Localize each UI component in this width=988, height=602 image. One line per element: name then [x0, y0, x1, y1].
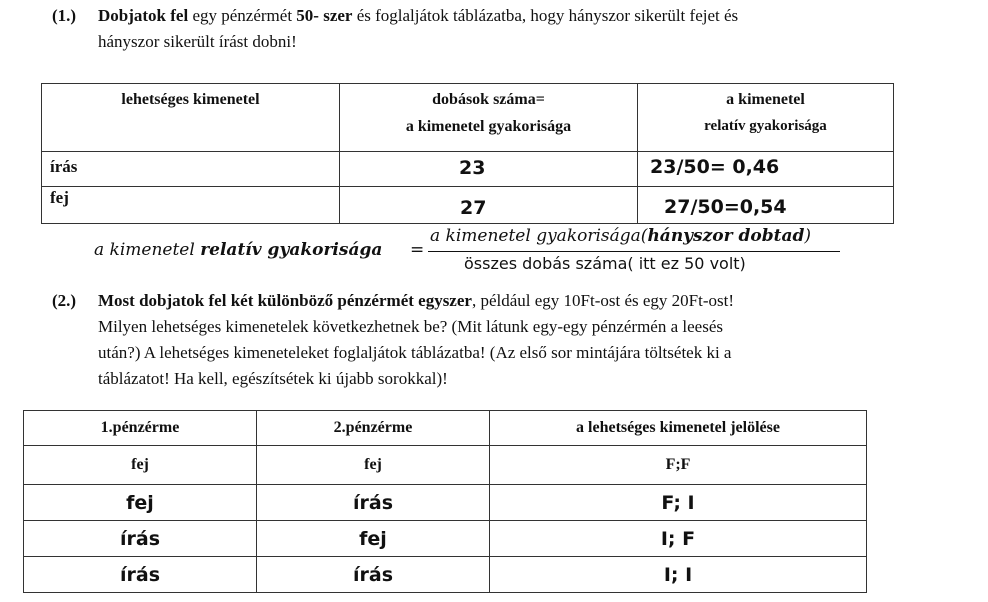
header-relative-frequency: a kimenetel relatív gyakorisága	[638, 84, 894, 152]
task1-count-bold: 50- szer	[296, 6, 353, 25]
task2-line1	[52, 288, 882, 314]
table-header-row	[42, 84, 894, 152]
coin1-cell: írás	[24, 557, 257, 593]
header-coin2: 2.pénzérme	[257, 411, 490, 446]
task2-line3: után?) A lehetséges kimeneteleket foglaljátok táblázatba! (Az első sor mintájára töltsétek ki a	[98, 343, 732, 362]
header-outcome: lehetséges kimenetel	[42, 84, 340, 152]
coin1-cell: írás	[24, 521, 257, 557]
task2-bold-instruction: Most dobjatok fel két különböző pénzérmét egyszer	[98, 291, 472, 310]
frequency-table	[41, 83, 894, 224]
two-coin-table	[23, 410, 867, 593]
task1-number: (1.)	[52, 6, 77, 25]
table-row	[42, 152, 894, 186]
task2-text: , például egy 10Ft-ost és egy 20Ft-ost!	[471, 291, 735, 310]
coin2-cell: írás	[257, 557, 490, 593]
relative-cell: 23/50= 0,46	[638, 152, 894, 186]
header-coin1: 1.pénzérme	[24, 411, 257, 446]
fraction-line	[428, 251, 840, 252]
coin1-cell: fej	[24, 485, 257, 521]
coin2-cell: fej	[257, 446, 490, 485]
formula-equals: =	[410, 240, 425, 260]
task2-paragraph	[52, 288, 882, 392]
count-cell: 27	[340, 186, 638, 223]
outcome-cell: fej	[42, 186, 340, 223]
task2-line4: táblázatot! Ha kell, egészítsétek ki újabb sorokkal)!	[98, 369, 448, 388]
coin2-cell: fej	[257, 521, 490, 557]
header-outcome-notation: a lehetséges kimenetel jelölése	[490, 411, 867, 446]
coin1-cell: fej	[24, 446, 257, 485]
table-row	[24, 521, 867, 557]
task1-paragraph	[52, 3, 952, 55]
task1-bold-instruction: Dobjatok fel	[98, 6, 189, 25]
formula-lhs: a kimenetel relatív gyakorisága	[94, 240, 383, 260]
notation-cell: F; I	[490, 485, 867, 521]
task1-text-cont: és foglaljátok táblázatba, hogy hányszor sikerült fejet és	[352, 6, 739, 25]
relative-cell: 27/50=0,54	[638, 186, 894, 223]
task2-line2: Milyen lehetséges kimenetelek következhetnek be? (Mit látunk egy-egy pénzérmén a leesés	[98, 317, 723, 336]
count-cell: 23	[340, 152, 638, 186]
task1-line2: hányszor sikerült írást dobni!	[98, 32, 297, 51]
header-frequency: dobások száma= a kimenetel gyakorisága	[340, 84, 638, 152]
coin2-cell: írás	[257, 485, 490, 521]
table-row	[24, 446, 867, 485]
task2-number: (2.)	[52, 291, 77, 310]
task1-text: egy pénzérmét	[188, 6, 297, 25]
task1-line1	[52, 3, 952, 29]
notation-cell: I; F	[490, 521, 867, 557]
table-row	[42, 186, 894, 223]
notation-cell: F;F	[490, 446, 867, 485]
outcome-cell: írás	[42, 152, 340, 186]
table-row	[24, 485, 867, 521]
relative-frequency-formula	[94, 226, 854, 278]
table-header-row	[24, 411, 867, 446]
formula-numerator: a kimenetel gyakorisága(hányszor dobtad)	[430, 226, 811, 246]
table-row	[24, 557, 867, 593]
notation-cell: I; I	[490, 557, 867, 593]
formula-denominator: összes dobás száma( itt ez 50 volt)	[464, 254, 746, 273]
